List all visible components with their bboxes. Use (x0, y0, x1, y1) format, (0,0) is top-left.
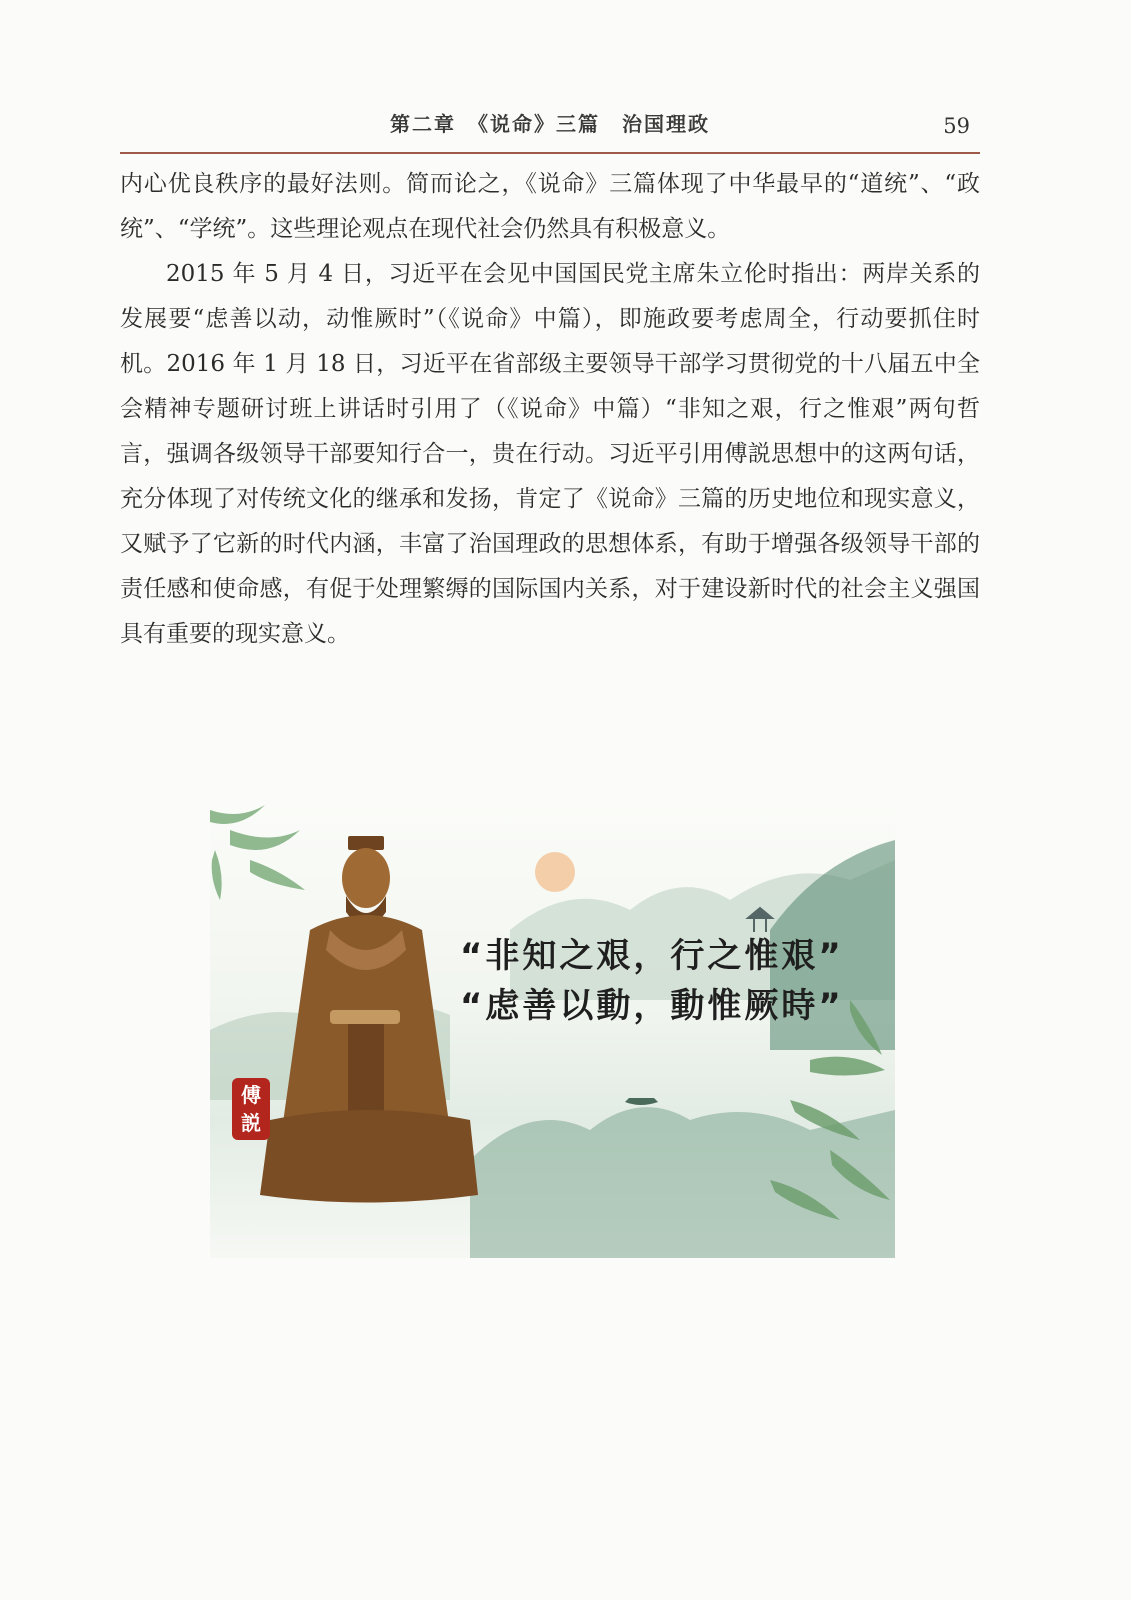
page-header (120, 104, 980, 154)
ink-landscape-background (210, 800, 895, 1258)
body-text (120, 162, 980, 657)
boat-icon (625, 1098, 658, 1105)
paragraph-1: 内心优良秩序的最好法则。简而论之，《说命》三篇体现了中华最早的“道统”、“政统”、“学统”。这些理论观点在现代社会仍然具有积极意义。 (120, 171, 980, 242)
running-title: 第二章 《说命》三篇 治国理政 (390, 112, 710, 136)
page-number: 59 (943, 114, 970, 138)
bamboo-leaves-top-left (210, 805, 305, 900)
sun-icon (535, 852, 575, 892)
paragraph-2: 2015 年 5 月 4 日，习近平在会见中国国民党主席朱立伦时指出：两岸关系的发展要“虑善以动，动惟厥时”（《说命》中篇），即施政要考虑周全，行动要抓住时机。2016 年 1 月 18 日，习近平在省部级主要领导干部学习贯彻党的十八届五中全会精神专题研讨班上讲话时引用了（《说命》中篇）“非知之艰，行之惟艰”两句哲言，强调各级领导干部要知行合一，贵在行动。习近平引用傅説思想中的这两句话，充分体现了对传统文化的继承和发扬，肯定了《说命》三篇的历史地位和现实意义，又赋予了它新的时代内涵，丰富了治国理政的思想体系，有助于增强各级领导干部的责任感和使命感，有促于处理繁缛的国际国内关系，对于建设新时代的社会主义强国具有重要的现实意义。 (120, 261, 980, 647)
fu-yue-illustration (210, 800, 895, 1258)
quote-line-2: “虑善以動，動惟厥時” (460, 986, 844, 1026)
name-seal: 傅説 (232, 1078, 270, 1140)
quote-line-1: “非知之艰，行之惟艰” (460, 936, 844, 976)
